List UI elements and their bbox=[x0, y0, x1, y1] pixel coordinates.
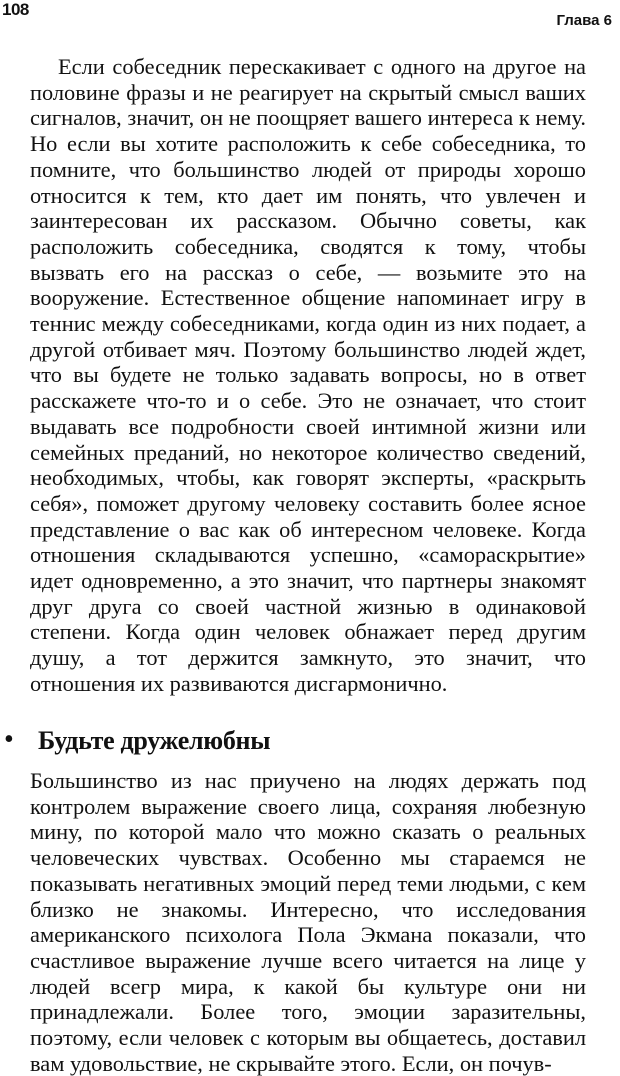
page-header bbox=[0, 0, 620, 40]
body-paragraph-1: Если собеседник перескакивает с одного на другое на половине фразы и не реагирует на скрытый смысл ваших сигналов, значит, он не поощряет вашего интереса к нему. Но если вы хотите расположить к себе собеседника, то помните, что большинство людей от природы хорошо относится к тем, кто дает им понять, что увлечен и заинтересован их рассказом. Обычно советы, как расположить собеседника, сводятся к тому, чтобы вызвать его на рассказ о себе, — возьмите это на вооружение. Естественное общение напоминает игру в теннис между собеседниками, когда один из них подает, а другой отбивает мяч. Поэтому большинство людей ждет, что вы будете не только задавать вопросы, но в ответ расскажете что-то и о себе. Это не означает, что стоит выдавать все подробности своей интимной жизни или семейных преданий, но некоторое количество сведений, необходимых, чтобы, как говорят эксперты, «раскрыть себя», поможет другому человеку составить более ясное представление о вас как об интересном человеке. Когда отношения складываются успешно, «самораскрытие» идет одновременно, а это значит, что партнеры знакомят друг друга со своей частной жизнью в одинаковой степени. Когда один человек обнажает перед другим душу, а тот держится замкнуто, это значит, что отношения их развиваются дисгармонично. bbox=[30, 54, 586, 696]
body-paragraph-2: Большинство из нас приучено на людях держать под контролем выражение своего лица, сохраняя любезную мину, по которой мало что можно сказать о реальных человеческих чувствах. Особенно мы стараемся не показывать негативных эмоций перед теми людьми, с кем близко не знакомы. Интересно, что исследования американского психолога Пола Экмана показали, что счастливое выражение лучше всего читается на лице у людей всегр мира, к какой бы культуре они ни принадлежали. Более того, эмоции заразительны, поэтому, если человек с которым вы общаетесь, доставил вам удовольствие, не скрывайте этого. Если, он почув- bbox=[30, 768, 586, 1076]
section-heading bbox=[0, 724, 620, 758]
section-title: Будьте дружелюбны bbox=[38, 726, 271, 755]
chapter-label: Глава 6 bbox=[556, 12, 612, 29]
page-number: 108 bbox=[2, 0, 29, 19]
bullet-icon: • bbox=[4, 724, 14, 755]
